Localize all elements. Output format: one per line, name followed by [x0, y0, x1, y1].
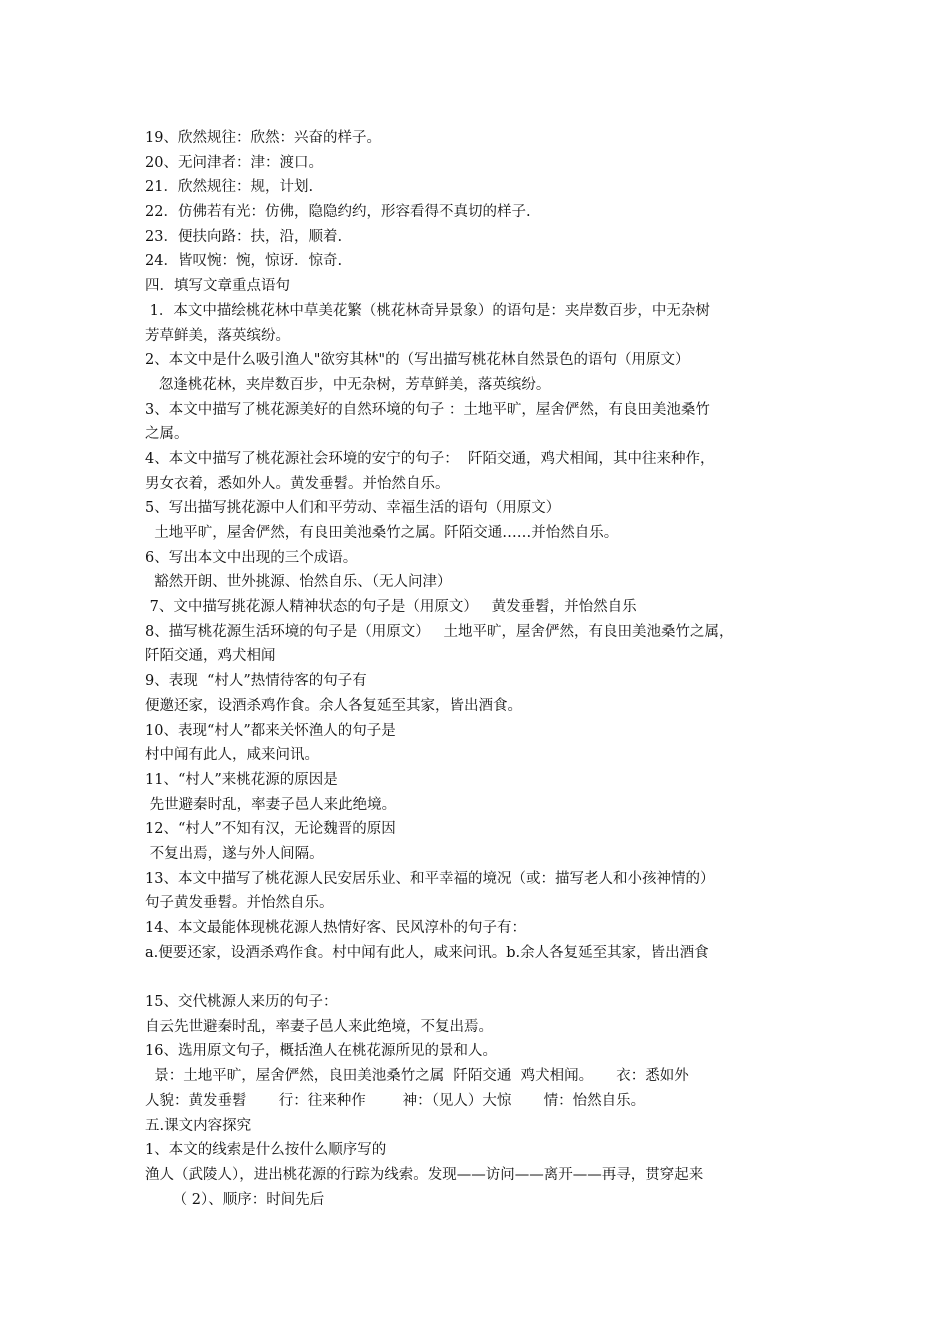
text-line: 男女衣着，悉如外人。黄发垂髫。并怡然自乐。 [145, 475, 450, 492]
text-line: 5、写出描写挑花源中人们和平劳动、幸福生活的语句（用原文） [145, 500, 561, 517]
text-line: （ 2）、顺序：时间先后 [145, 1191, 325, 1208]
text-line: 19、欣然规往：欣然：兴奋的样子。 [145, 130, 381, 146]
document-page [145, 126, 825, 1212]
text-line: 3、本文中描写了桃花源美好的自然环境的句子 ：土地平旷，屋舍俨然，有良田美池桑竹 [145, 401, 710, 418]
text-line: 16、选用原文句子，概括渔人在桃花源所见的景和人。 [145, 1043, 497, 1060]
text-line: 豁然开朗、世外挑源、怡然自乐、（无人问津） [145, 574, 452, 591]
text-line: 8、描写桃花源生活环境的句子是（用原文） 土地平旷，屋舍俨然，有良田美池桑竹之属， [145, 623, 734, 640]
text-line: 1．本文中描绘桃花林中草美花繁（桃花林奇异景象）的语句是：夹岸数百步，中无杂树 [145, 302, 710, 319]
text-line: 便邀还家，设酒杀鸡作食。余人各复延至其家，皆出酒食。 [145, 697, 522, 714]
text-line: 芳草鲜美，落英缤纷。 [145, 327, 290, 344]
blank-line [145, 965, 825, 990]
section-heading: 四．填写文章重点语句 [145, 278, 290, 295]
text-line: 句子黄发垂髫。并怡然自乐。 [145, 895, 334, 912]
text-line: 21．欣然规往：规，计划. [145, 179, 314, 196]
text-line: 14、本文最能体现桃花源人热情好客、民风淳朴的句子有： [145, 920, 526, 936]
text-line: 人貌：黄发垂髫 行：往来种作 神：（见人）大惊 情：怡然自乐。 [145, 1092, 646, 1109]
text-line: 20、无问津者：津：渡口。 [145, 154, 323, 171]
text-line: 1、本文的线索是什么按什么顺序写的 [145, 1142, 387, 1159]
text-line: 22．仿佛若有光：仿佛，隐隐约约，形容看得不真切的样子. [145, 204, 531, 221]
text-line: 15、交代桃源人来历的句子： [145, 994, 338, 1011]
text-line: 渔人（武陵人），进出桃花源的行踪为线索。发现——访问——离开——再寻，贯穿起来 [145, 1166, 704, 1183]
text-line: 24．皆叹惋：惋，惊讶．惊奇. [145, 253, 343, 270]
text-line: 先世避秦时乱，率妻子邑人来此绝境。 [145, 796, 397, 813]
text-line: 4、本文中描写了桃花源社会环境的安宁的句子： 阡陌交通，鸡犬相闻，其中往来种作， [145, 450, 715, 467]
text-line: 10、表现“村人”都来关怀渔人的句子是 [145, 722, 396, 739]
text-line: 23．便扶向路：扶，沿，顺着. [145, 228, 343, 245]
text-line: 12、“村人”不知有汉，无论魏晋的原因 [145, 821, 396, 838]
text-line: 7、文中描写挑花源人精神状态的句子是（用原文） 黄发垂髫，并怡然自乐 [145, 599, 637, 616]
text-line: a.便要还家，设酒杀鸡作食。村中闻有此人，咸来问讯。b.余人各复延至其家，皆出酒食 [145, 944, 709, 961]
text-line: 自云先世避秦时乱，率妻子邑人来此绝境，不复出焉。 [145, 1018, 493, 1035]
section-heading: 五.课文内容探究 [145, 1117, 252, 1134]
text-line: 11、“村人”来桃花源的原因是 [145, 771, 338, 788]
text-line: 村中闻有此人，咸来问讯。 [145, 747, 319, 764]
text-line: 土地平旷，屋舍俨然，有良田美池桑竹之属。阡陌交通……并怡然自乐。 [145, 525, 619, 541]
text-line: 不复出焉，遂与外人间隔。 [145, 845, 324, 862]
text-line: 阡陌交通，鸡犬相闻 [145, 648, 276, 665]
text-line: 之属。 [145, 426, 189, 443]
text-line: 13、本文中描写了桃花源人民安居乐业、和平幸福的境况（或：描写老人和小孩神情的） [145, 870, 715, 887]
text-line: 9、表现 “村人”热情待客的句子有 [145, 673, 367, 690]
text-line: 2、本文中是什么吸引渔人"欲穷其林"的（写出描写桃花林自然景色的语句（用原文） [145, 352, 690, 369]
text-line: 景：土地平旷，屋舍俨然，良田美池桑竹之属 阡陌交通 鸡犬相闻。 衣：悉如外 [145, 1068, 689, 1085]
text-line: 忽逢桃花林，夹岸数百步，中无杂树，芳草鲜美，落英缤纷。 [145, 376, 551, 393]
text-line: 6、写出本文中出现的三个成语。 [145, 549, 358, 566]
